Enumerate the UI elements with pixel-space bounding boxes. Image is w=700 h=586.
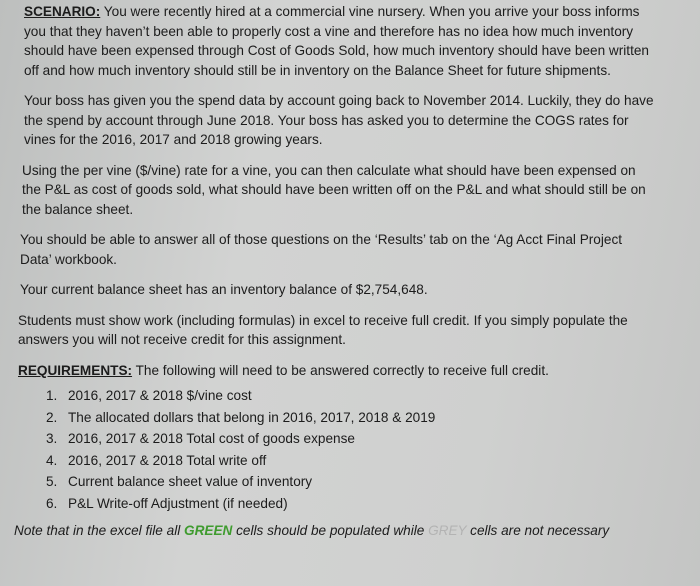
- item-number: 2.: [46, 409, 58, 425]
- list-item: [46, 385, 686, 407]
- paragraph-line: the P&L as cost of goods sold, what should have been written off on the P&L and what should still be on: [22, 182, 646, 197]
- item-number: 6.: [46, 495, 58, 511]
- excel-note: [14, 521, 686, 541]
- list-item: [46, 450, 686, 472]
- paragraph-line: answers you will not receive credit for this assignment.: [18, 332, 346, 347]
- paragraph-line: Using the per vine ($/vine) rate for a vine, you can then calculate what should have been expensed on: [22, 162, 636, 178]
- item-number: 4.: [46, 452, 58, 468]
- item-text: 2016, 2017 & 2018 Total write off: [68, 452, 267, 468]
- scenario-line: should have been expensed through Cost of Goods Sold, how much inventory should have been written: [24, 43, 649, 58]
- scenario-paragraph: [20, 2, 686, 80]
- scenario-line: off and how much inventory should still be in inventory on the Balance Sheet for future shipments.: [24, 62, 611, 78]
- paragraph-line: You should be able to answer all of those questions on the ‘Results’ tab on the ‘Ag Acct Final Project: [20, 232, 623, 247]
- green-label: GREEN: [184, 523, 233, 538]
- balance-paragraph: [20, 280, 686, 300]
- list-item: [46, 471, 686, 493]
- paragraph-line: Your current balance sheet has an inventory balance of $2,754,648.: [20, 282, 428, 297]
- paragraph-line: the balance sheet.: [22, 201, 134, 217]
- scenario-text: You were recently hired at a commercial vine nursery. When you arrive your boss informs: [100, 4, 640, 19]
- grey-label: GREY: [428, 523, 467, 538]
- requirements-label: REQUIREMENTS:: [18, 362, 133, 378]
- note-text: Note that in the excel file all: [14, 523, 185, 538]
- show-work-paragraph: [18, 311, 686, 350]
- requirements-text: The following will need to be answered correctly to receive full credit.: [132, 362, 549, 378]
- scenario-line: you that they haven’t been able to properly cost a vine and therefore has no idea how much inventory: [24, 23, 634, 39]
- item-text: Current balance sheet value of inventory: [68, 474, 313, 489]
- scenario-label: SCENARIO:: [24, 4, 101, 19]
- list-item: [46, 407, 686, 429]
- list-item: [46, 493, 686, 515]
- paragraph-line: Data’ workbook.: [20, 251, 117, 267]
- paragraph-line: the spend by account through June 2018. Your boss has asked you to determine the COGS rates for: [24, 112, 629, 128]
- note-text: cells should be populated while: [232, 523, 429, 538]
- item-text: 2016, 2017 & 2018 Total cost of goods expense: [68, 431, 355, 446]
- scenario-line: [24, 2, 686, 22]
- paragraph-line: Students must show work (including formulas) in excel to receive full credit. If you simply populate the: [18, 312, 628, 328]
- results-tab-paragraph: [20, 230, 686, 269]
- item-number: 5.: [46, 474, 58, 489]
- spend-data-paragraph: [20, 91, 686, 150]
- item-number: 3.: [46, 431, 58, 446]
- item-text: 2016, 2017 & 2018 $/vine cost: [68, 388, 252, 403]
- paragraph-line: Your boss has given you the spend data by account going back to November 2014. Luckily, they do have: [24, 93, 654, 108]
- requirements-list: [18, 385, 686, 514]
- note-text: cells are not necessary: [466, 523, 610, 538]
- item-number: 1.: [46, 388, 58, 403]
- per-vine-paragraph: [20, 161, 686, 220]
- item-text: P&L Write-off Adjustment (if needed): [68, 495, 288, 511]
- item-text: The allocated dollars that belong in 2016, 2017, 2018 & 2019: [68, 409, 436, 425]
- requirements-heading: [18, 361, 686, 381]
- requirements-section: [18, 361, 686, 515]
- paragraph-line: vines for the 2016, 2017 and 2018 growing years.: [24, 132, 323, 147]
- list-item: [46, 428, 686, 450]
